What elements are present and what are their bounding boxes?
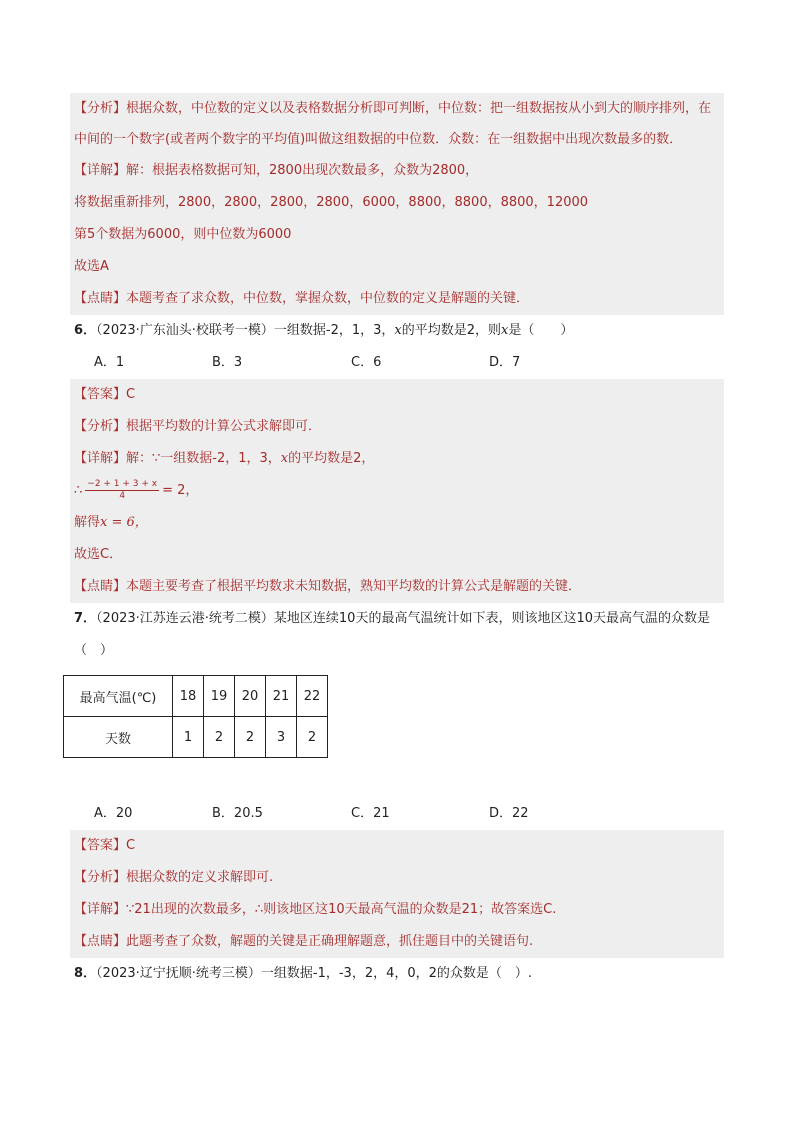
analysis-tag: 【分析】 [74, 419, 127, 434]
option-c[interactable]: C．21 [351, 806, 390, 821]
analysis-text: 根据平均数的计算公式求解即可． [126, 419, 322, 434]
question-source: （2023·广东汕头·校联考一模） [96, 323, 274, 338]
fraction-denominator: 4 [119, 491, 126, 501]
answer-value: C [126, 387, 136, 402]
table-cell: 2 [204, 717, 235, 758]
detail-tag: 【详解】 [74, 902, 127, 917]
q6-stem [70, 315, 724, 347]
analysis-tag: 【分析】 [74, 870, 127, 885]
solve-result: x = 6， [100, 515, 148, 530]
q5-detail-line-3: 第5个数据为6000，则中位数为6000 [70, 219, 724, 251]
q6-analysis [70, 411, 724, 443]
table-row [64, 717, 328, 758]
option-d[interactable]: D．22 [489, 806, 529, 821]
spacer [70, 758, 724, 798]
q6-answer [70, 379, 724, 411]
analysis-text: 根据众数的定义求解即可. [126, 870, 274, 885]
option-d[interactable]: D．7 [489, 355, 521, 370]
table-cell: 20 [235, 676, 266, 717]
variable-x: x [394, 323, 402, 338]
detail-tag: 【详解】 [74, 163, 127, 178]
fraction [85, 479, 159, 502]
q6-detail [70, 443, 724, 475]
table-cell: 2 [297, 717, 328, 758]
q8-stem [70, 958, 724, 990]
detail-tag: 【详解】 [74, 451, 127, 466]
option-b[interactable]: B．20.5 [212, 806, 263, 821]
table-cell: 18 [173, 676, 204, 717]
q5-analysis [70, 93, 724, 155]
q6-choose: 故选C． [70, 539, 724, 571]
table-header-cell: 天数 [64, 717, 173, 758]
temperature-table [63, 675, 328, 758]
comment-text: 本题主要考查了根据平均数求未知数据，熟知平均数的计算公式是解题的关键． [126, 579, 582, 594]
question-number: 8． [74, 966, 97, 981]
document-page [70, 93, 724, 990]
table-cell: 19 [204, 676, 235, 717]
variable-x: x [280, 451, 289, 466]
comment-tag: 【点睛】 [74, 934, 127, 949]
answer-value: C [126, 838, 136, 853]
question-number: 7． [74, 611, 97, 626]
answer-tag: 【答案】 [74, 387, 127, 402]
table-cell: 1 [173, 717, 204, 758]
detail-text: 解：根据表格数据可知，2800出现次数最多，众数为2800， [126, 163, 479, 178]
detail-text: 解：∵一组数据-2，1，3， [126, 451, 281, 466]
q7-answer [70, 830, 724, 862]
q6-fraction-line [70, 475, 724, 507]
q5-detail-line-2: 将数据重新排列，2800，2800，2800，2800，6000，8800，8800，8800，12000 [70, 187, 724, 219]
analysis-tag: 【分析】 [74, 101, 127, 116]
q5-detail-line-4: 故选A [70, 251, 724, 283]
stem-part: 一组数据-2，1，3， [273, 323, 395, 338]
table-cell: 2 [235, 717, 266, 758]
detail-text: ∵21出现的次数最多，∴则该地区这10天最高气温的众数是21；故答案选C. [126, 902, 557, 917]
stem-part: 的平均数是2，则 [401, 323, 502, 338]
option-a[interactable]: A．1 [94, 355, 125, 370]
fraction-equals: = 2， [162, 483, 199, 498]
comment-tag: 【点睛】 [74, 579, 127, 594]
q7-stem [70, 603, 724, 667]
table-header-cell: 最高气温(℃) [64, 676, 173, 717]
answer-tag: 【答案】 [74, 838, 127, 853]
table-row [64, 676, 328, 717]
comment-tag: 【点睛】 [74, 291, 127, 306]
variable-x: x [501, 323, 509, 338]
question-source: （2023·江苏连云港·统考二模） [96, 611, 274, 626]
q5-detail-line-1 [70, 155, 724, 187]
stem-part: 是（ ） [508, 323, 574, 338]
option-c[interactable]: C．6 [351, 355, 382, 370]
analysis-text: 根据众数，中位数的定义以及表格数据分析即可判断，中位数：把一组数据按从小到大的顺序排列，在中间的一个数字(或者两个数字的平均值)叫做这组数据的中位数．众数：在一组数据中出现次数最多的数． [74, 101, 712, 147]
q7-analysis [70, 862, 724, 894]
therefore-symbol: ∴ [74, 483, 83, 498]
question-number: 6． [74, 323, 97, 338]
q7-comment [70, 926, 724, 958]
option-b[interactable]: B．3 [212, 355, 243, 370]
comment-text: 此题考查了众数，解题的关键是正确理解题意，抓住题目中的关键语句. [126, 934, 534, 949]
solve-label: 解得 [74, 515, 101, 530]
table-cell: 3 [266, 717, 297, 758]
q7-options [70, 798, 724, 830]
q6-solve [70, 507, 724, 539]
stem-text: 某地区连续10天的最高气温统计如下表，则该地区这10天最高气温的众数是（ ） [74, 611, 710, 658]
table-cell: 22 [297, 676, 328, 717]
option-a[interactable]: A．20 [94, 806, 133, 821]
q6-options [70, 347, 724, 379]
q5-comment [70, 283, 724, 315]
detail-text: 的平均数是2， [288, 451, 375, 466]
q6-comment [70, 571, 724, 603]
q7-detail [70, 894, 724, 926]
comment-text: 本题考查了求众数，中位数，掌握众数，中位数的定义是解题的关键． [126, 291, 530, 306]
question-source: （2023·辽宁抚顺·统考三模） [96, 966, 261, 981]
table-cell: 21 [266, 676, 297, 717]
fraction-numerator: −2 + 1 + 3 + x [87, 479, 158, 489]
stem-text: 一组数据-1，-3，2，4，0，2的众数是（ ）. [260, 966, 533, 981]
